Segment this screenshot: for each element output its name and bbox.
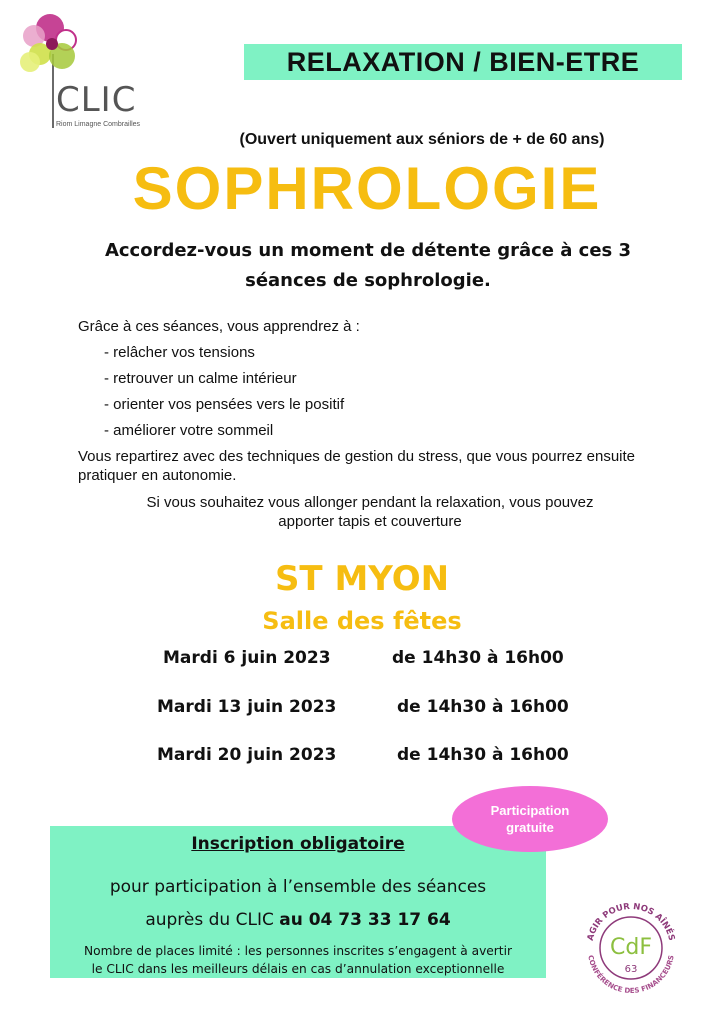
registration-conditions	[50, 942, 546, 978]
benefits-intro: Grâce à ces séances, vous apprendrez à :	[78, 318, 360, 335]
category-banner: RELAXATION / BIEN-ETRE	[244, 44, 682, 80]
subtitle	[60, 236, 676, 296]
session-time: de 14h30 à 16h00	[397, 697, 569, 717]
badge-line-1: Participation	[490, 803, 570, 818]
session-date: Mardi 6 juin 2023	[163, 648, 331, 668]
benefits-list	[104, 343, 344, 447]
partner-logo	[578, 894, 684, 1002]
location-town: ST MYON	[274, 559, 450, 599]
badge-line-2: gratuite	[506, 820, 554, 835]
conditions-line-2: le CLIC dans les meilleurs délais en cas d’annulation exceptionnelle	[91, 962, 505, 976]
free-participation-badge	[452, 786, 608, 852]
session-date: Mardi 20 juin 2023	[157, 745, 337, 765]
seal-arc-bottom: CONFÉRENCE DES FINANCEURS	[586, 954, 676, 996]
equipment-note-line-1: Si vous souhaitez vous allonger pendant la relaxation, vous pouvez	[146, 494, 594, 511]
audience-note: (Ouvert uniquement aux séniors de + de 60 ans)	[239, 131, 605, 148]
conditions-line-1: Nombre de places limité : les personnes inscrites s’engagent à avertir	[84, 944, 512, 958]
list-item: - orienter vos pensées vers le positif	[104, 395, 344, 421]
session-row	[0, 697, 724, 721]
registration-box	[50, 826, 546, 978]
subtitle-line-1: Accordez-vous un moment de détente grâce à ces 3	[104, 240, 632, 261]
techniques-paragraph: Vous repartirez avec des techniques de gestion du stress, que vous pourrez ensuite pratiquer en autonomie.	[78, 448, 635, 484]
seal-number: 63	[624, 964, 638, 975]
seal-arc-top: AGIR POUR NOS AÎNÉS	[585, 901, 677, 942]
list-item: - retrouver un calme intérieur	[104, 369, 344, 395]
page-title: SOPHROLOGIE	[132, 155, 602, 222]
subtitle-line-2: séances de sophrologie.	[245, 270, 491, 291]
clic-logo-name: CLIC	[56, 80, 137, 120]
equipment-note-line-2: apporter tapis et couverture	[278, 513, 462, 530]
session-time: de 14h30 à 16h00	[397, 745, 569, 765]
session-time: de 14h30 à 16h00	[392, 648, 564, 668]
session-date: Mardi 13 juin 2023	[157, 697, 337, 717]
session-row	[0, 648, 724, 672]
registration-contact-prefix: auprès du CLIC	[145, 910, 280, 930]
phone-number: au 04 73 33 17 64	[279, 910, 451, 930]
list-item: - relâcher vos tensions	[104, 343, 344, 369]
seal-logo: CdF	[610, 935, 652, 960]
cdf-seal-icon	[578, 894, 684, 1002]
session-row	[0, 745, 724, 769]
location-venue: Salle des fêtes	[262, 607, 462, 635]
list-item: - améliorer votre sommeil	[104, 421, 344, 447]
registration-line-1: pour participation à l’ensemble des séances	[109, 877, 487, 897]
registration-title: Inscription obligatoire	[191, 834, 405, 854]
equipment-note	[90, 493, 650, 531]
clic-logo-tagline: Riom Limagne Combrailles	[56, 121, 141, 128]
registration-line-2	[50, 910, 546, 930]
